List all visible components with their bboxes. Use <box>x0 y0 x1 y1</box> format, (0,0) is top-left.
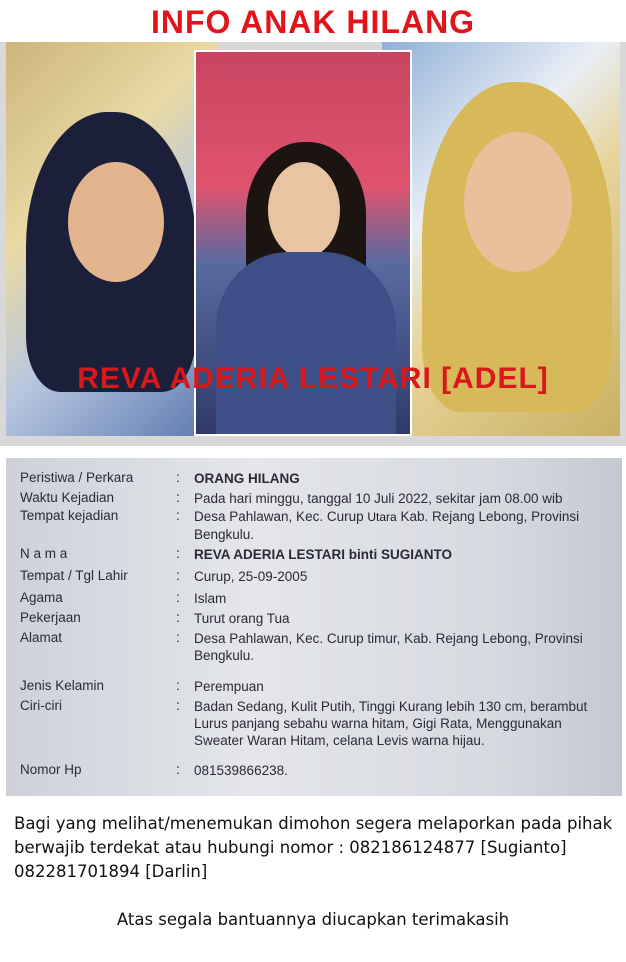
poster-title: INFO ANAK HILANG <box>150 4 476 40</box>
contact-message: Bagi yang melihat/menemukan dimohon segera melaporkan pada pihak berwajib terdekat atau hubungi nomor : 082186124877 [Sugianto] 082281701894 [Darlin] <box>14 814 613 881</box>
photo-collage <box>0 42 626 446</box>
handwritten-insert: Utara <box>367 510 397 524</box>
thanks-message: Atas segala bantuannya diucapkan terimakasih <box>116 910 510 929</box>
missing-person-name-overlay: REVA ADERIA LESTARI [ADEL] <box>77 362 549 395</box>
police-report-document: Peristiwa / Perkara : ORANG HILANG Waktu Kejadian : Pada hari minggu, tanggal 10 Juli 2022, sekitar jam 08.00 wib Tempat kejadian : Desa Pahlawan, Kec. Curup Utara Kab. Rejang Lebong, Provinsi Bengkulu. N a m a : REVA ADERIA LESTARI binti SUGIANTO Tempat / Tgl Lahir : Curup, 25-09-2005 Agama : Islam Pekerjaan : Turut orang Tua Alamat : Desa Pahlawan, Kec. Curup timur, Kab. Rejang Lebong, Provinsi Bengkulu. Jenis Kelamin : Perempuan Ciri-ciri : Badan Sedang, Kulit Putih, Tinggi Kurang lebih 130 cm, berambut Lurus panjang sebahu warna hitam, Gigi Rata, Menggunakan Sweater Waran Hitam, celana Levis warna hijau. Nomor Hp : 081539866238. <box>6 458 622 796</box>
